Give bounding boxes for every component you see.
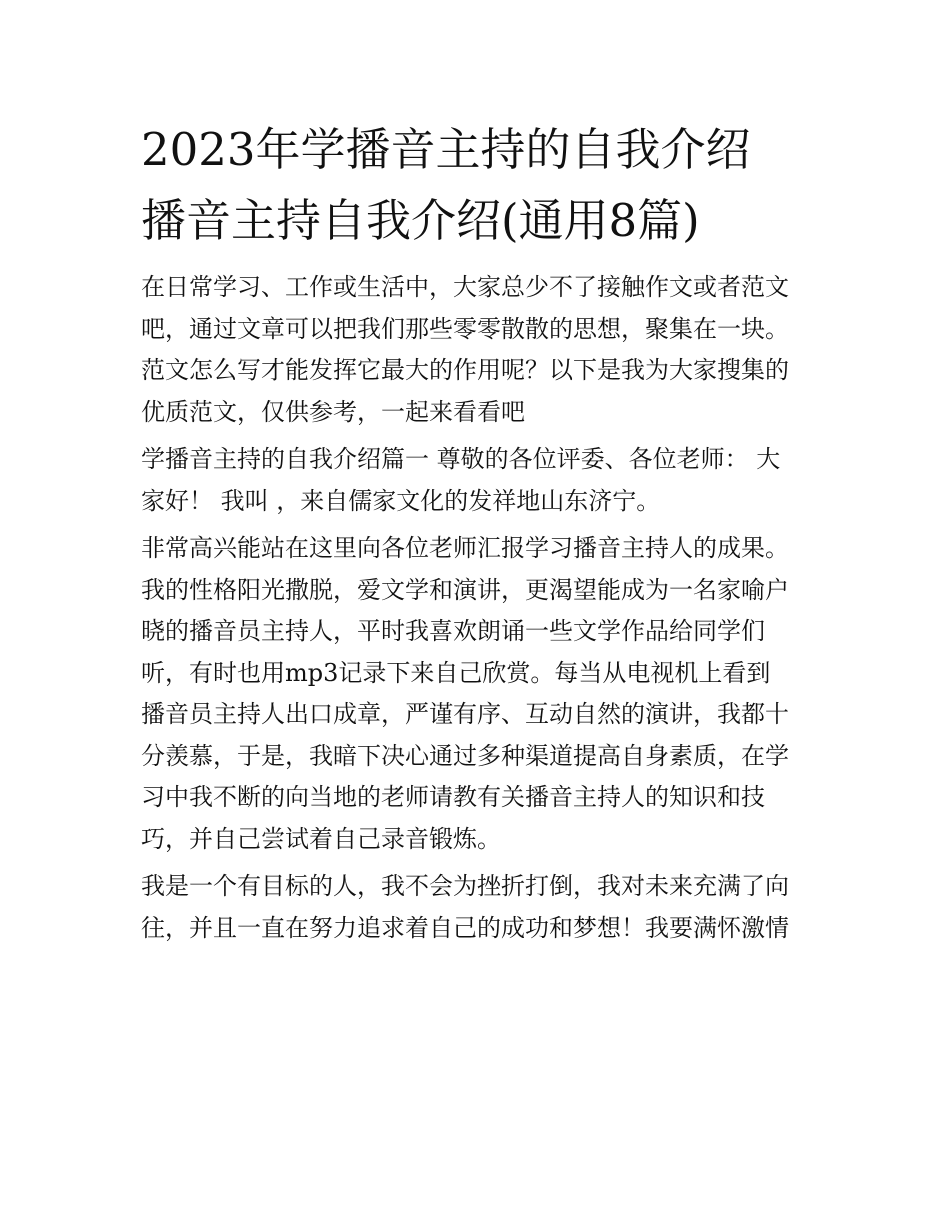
experience-paragraph	[141, 528, 813, 860]
text-line: 晓的播音员主持人，平时我喜欢朗诵一些文学作品给同学们	[141, 617, 765, 645]
text-line: 播音员主持人出口成章，严谨有序、互动自然的演讲，我都十	[141, 700, 789, 728]
text-line: 非常高兴能站在这里向各位老师汇报学习播音主持人的成果。	[141, 534, 789, 562]
text-line: 巧，并自己尝试着自己录音锻炼。	[141, 824, 501, 853]
document-title	[141, 114, 813, 256]
text-line: 分羡慕，于是，我暗下决心通过多种渠道提高自身素质，在学	[141, 741, 789, 770]
text-line: 学播音主持的自我介绍篇一 尊敬的各位评委、各位老师： 大	[141, 445, 781, 473]
title-line: 播音主持自我介绍(通用8篇)	[141, 194, 700, 247]
text-line: 我的性格阳光撒脱，爱文学和演讲，更渴望能成为一名家喻户	[141, 575, 789, 604]
text-line: 优质范文，仅供参考，一起来看看吧	[141, 397, 525, 426]
greeting-paragraph	[141, 439, 813, 522]
text-line: 听，有时也用mp3记录下来自己欣赏。每当从电视机上看到	[141, 658, 771, 687]
document-content	[141, 114, 813, 955]
text-line: 往，并且一直在努力追求着自己的成功和梦想！我要满怀激情	[141, 913, 789, 942]
document-body	[141, 267, 813, 949]
text-line: 范文怎么写才能发挥它最大的作用呢？以下是我为大家搜集的	[141, 356, 789, 384]
text-line: 在日常学习、工作或生活中，大家总少不了接触作文或者范文	[141, 273, 789, 301]
intro-paragraph	[141, 267, 813, 433]
text-line: 我是一个有目标的人，我不会为挫折打倒，我对未来充满了向	[141, 872, 789, 900]
text-line: 家好！ 我叫 ，来自儒家文化的发祥地山东济宁。	[141, 486, 661, 515]
text-line: 习中我不断的向当地的老师请教有关播音主持人的知识和技	[141, 783, 765, 811]
title-line: 2023年学播音主持的自我介绍	[141, 123, 751, 176]
text-line: 吧，通过文章可以把我们那些零零散散的思想，聚集在一块。	[141, 314, 789, 343]
goal-paragraph	[141, 866, 813, 949]
